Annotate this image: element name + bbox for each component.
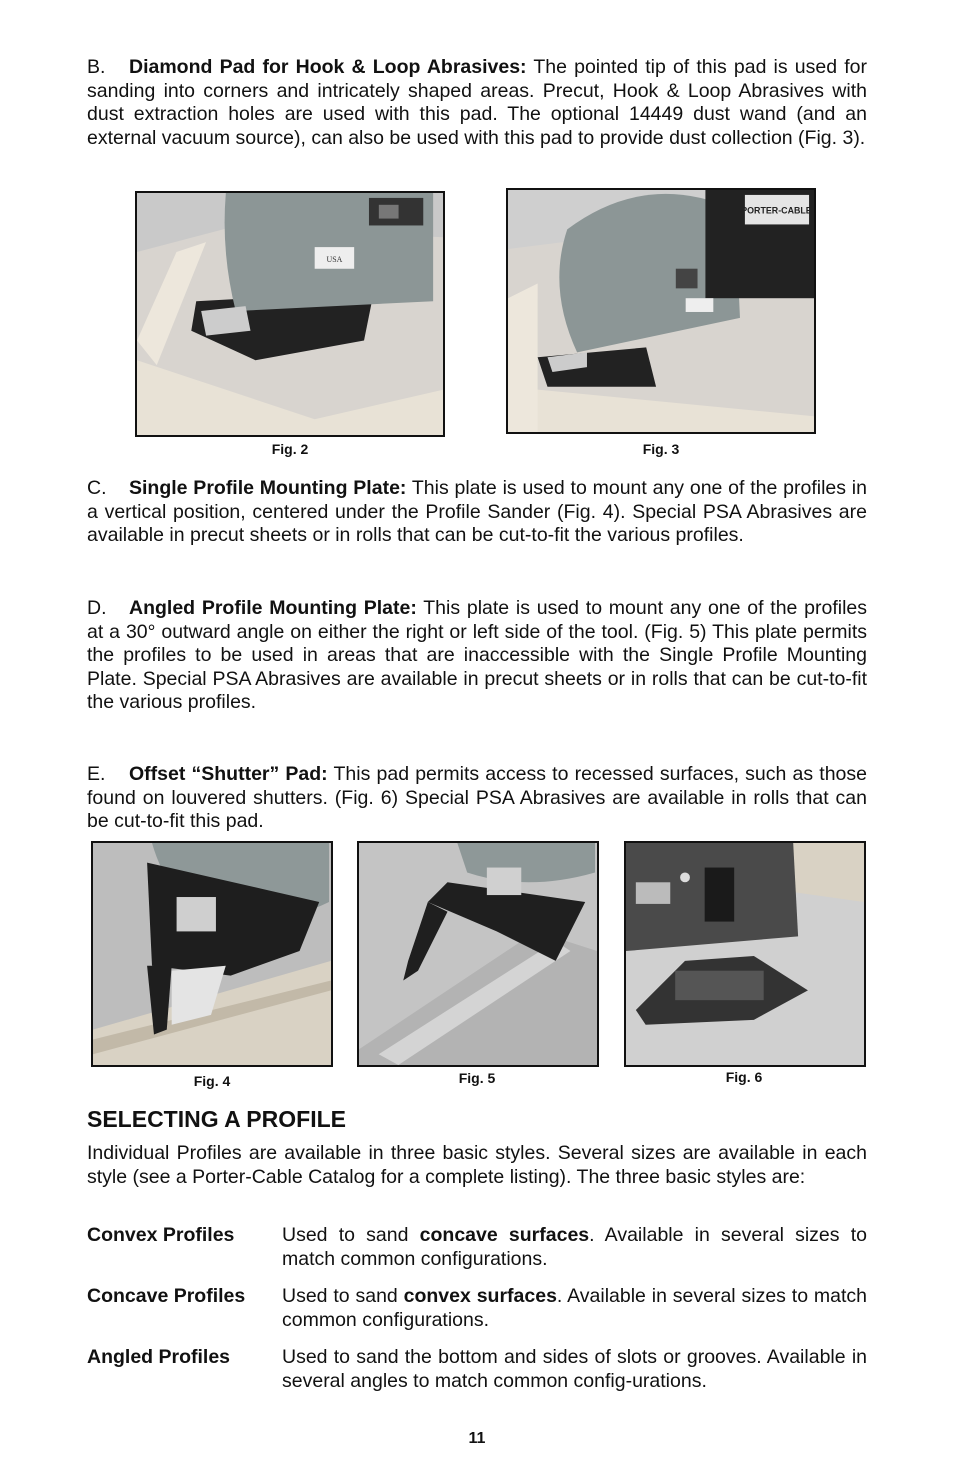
sander-dust-wand-illustration bbox=[508, 190, 814, 432]
style-def-concave-pre: Used to sand bbox=[282, 1285, 404, 1307]
style-def-convex-pre: Used to sand bbox=[282, 1224, 420, 1246]
fig3-caption: Fig. 3 bbox=[642, 441, 680, 457]
offset-shutter-pad-illustration bbox=[626, 843, 864, 1065]
figure-5-photo bbox=[357, 841, 599, 1067]
section-heading: SELECTING A PROFILE bbox=[87, 1106, 346, 1132]
style-def-convex bbox=[282, 1224, 867, 1271]
section-d-title: Angled Profile Mounting Plate: bbox=[129, 597, 417, 619]
page-number: 11 bbox=[468, 1430, 486, 1447]
section-e-letter: E. bbox=[87, 763, 106, 785]
style-term-angled: Angled Profiles bbox=[87, 1346, 231, 1368]
fig6-caption: Fig. 6 bbox=[725, 1069, 763, 1085]
style-term-convex: Convex Profiles bbox=[87, 1224, 235, 1246]
section-e-body: This pad permits access to recessed surfaces, such as those found on louvered shutters. (Fig. 6) Special PSA Abrasives are available in rolls that can be cut-to-fit this pad. bbox=[87, 763, 867, 832]
section-c-paragraph bbox=[87, 477, 867, 548]
section-d-letter: D. bbox=[87, 597, 107, 619]
figure-3-photo bbox=[506, 188, 816, 434]
figure-2-photo bbox=[135, 191, 445, 437]
section-b-body: The pointed tip of this pad is used for sanding into corners and intricately shaped areas. Precut, Hook & Loop Abrasives with dust extraction holes are used with this pad. The optional 14449 dust wand (and an external vacuum source), can also be used with this pad to provide dust collection (Fig. 3). bbox=[87, 56, 867, 149]
section-b-paragraph bbox=[87, 56, 867, 150]
fig5-caption: Fig. 5 bbox=[458, 1070, 496, 1086]
section-c-title: Single Profile Mounting Plate: bbox=[129, 477, 407, 499]
section-d-paragraph bbox=[87, 597, 867, 715]
section-c-letter: C. bbox=[87, 477, 107, 499]
selecting-intro: Individual Profiles are available in three basic styles. Several sizes are available in each style (see a Porter-Cable Catalog for a complete listing). The three basic styles are: bbox=[87, 1142, 867, 1188]
section-e-title: Offset “Shutter” Pad: bbox=[129, 763, 328, 785]
style-term-concave: Concave Profiles bbox=[87, 1285, 246, 1307]
style-def-concave bbox=[282, 1285, 867, 1332]
style-def-concave-bold: convex surfaces bbox=[403, 1285, 557, 1307]
style-def-convex-bold: concave surfaces bbox=[419, 1224, 590, 1246]
style-def-convex-post: . Available in several sizes to match common configurations. bbox=[282, 1224, 867, 1270]
style-def-concave-post: . Available in several sizes to match common configurations. bbox=[282, 1285, 867, 1331]
fig4-caption: Fig. 4 bbox=[193, 1073, 231, 1089]
fig2-caption: Fig. 2 bbox=[271, 441, 309, 457]
section-b-title: Diamond Pad for Hook & Loop Abrasives: bbox=[129, 56, 527, 78]
section-e-paragraph bbox=[87, 763, 867, 834]
fig3-brand-label: PORTER-CABLE bbox=[741, 205, 812, 216]
style-def-angled-pre: Used to sand the bottom and sides of slots or grooves. Available in several angles to match common config-urations. bbox=[282, 1346, 867, 1392]
sander-diamond-pad-illustration bbox=[137, 193, 443, 435]
section-d-body: This plate is used to mount any one of the profiles at a 30° outward angle on either the right or left side of the tool. (Fig. 5) This plate permits the profiles to be used in areas that are inaccessible with the Single Profile Mounting Plate. Special PSA Abrasives are available in precut sheets or in rolls that can be cut-to-fit the various profiles. bbox=[87, 597, 868, 713]
style-def-angled bbox=[282, 1346, 867, 1393]
single-profile-plate-illustration bbox=[93, 843, 331, 1065]
section-b-letter: B. bbox=[87, 56, 106, 78]
figure-6-photo bbox=[624, 841, 866, 1067]
section-c-body: This plate is used to mount any one of the profiles in a vertical position, centered under the Profile Sander (Fig. 4). Special PSA Abrasives are available in precut sheets or in rolls that can be cut-to-fit the various profiles. bbox=[87, 477, 867, 546]
fig2-usa-badge: USA bbox=[326, 254, 343, 264]
angled-profile-plate-illustration bbox=[359, 843, 597, 1065]
figure-4-photo bbox=[91, 841, 333, 1067]
